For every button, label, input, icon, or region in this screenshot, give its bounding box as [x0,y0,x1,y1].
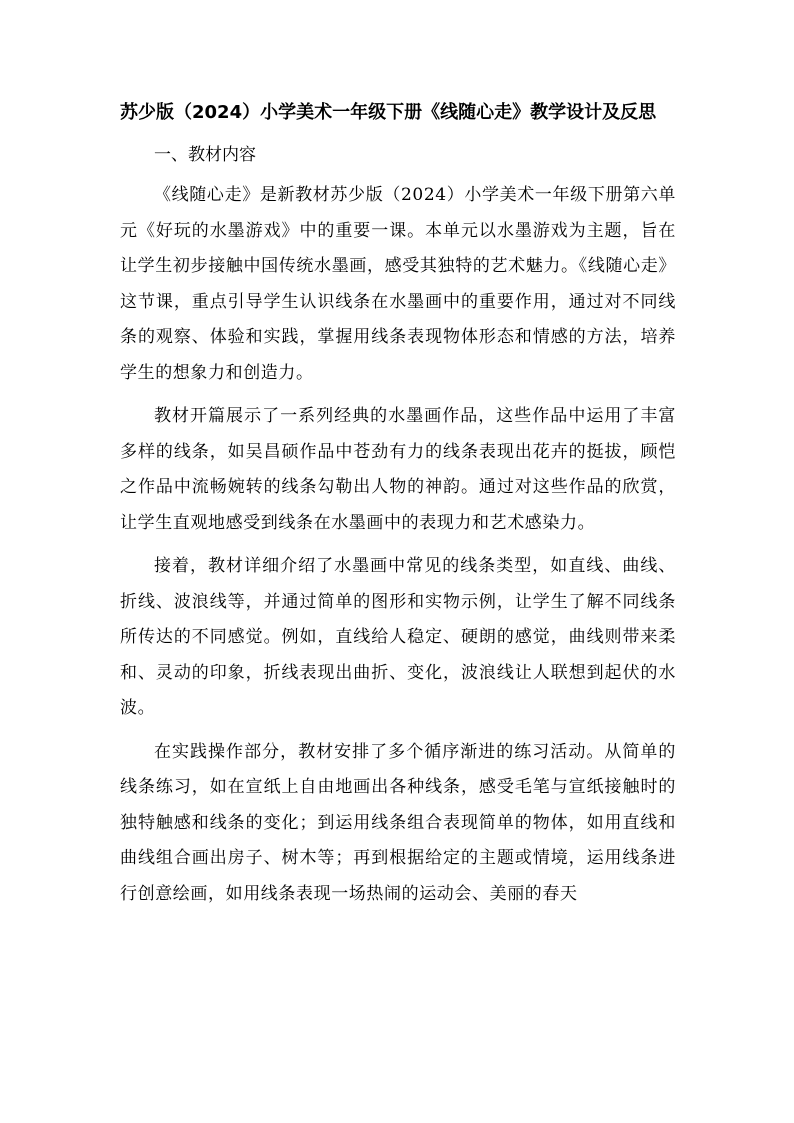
paragraph-2: 教材开篇展示了一系列经典的水墨画作品，这些作品中运用了丰富多样的线条，如吴昌硕作品中苍劲有力的线条表现出花卉的挺拔，顾恺之作品中流畅婉转的线条勾勒出人物的神韵。通过对这些作品的欣赏，让学生直观地感受到线条在水墨画中的表现力和艺术感染力。 [120,406,676,533]
paragraph-3: 接着，教材详细介绍了水墨画中常见的线条类型，如直线、曲线、折线、波浪线等，并通过简单的图形和实物示例，让学生了解不同线条所传达的不同感觉。例如，直线给人稳定、硬朗的感觉，曲线则带来柔和、灵动的印象，折线表现出曲折、变化，波浪线让人联想到起伏的水波。 [120,556,676,718]
paragraph-4: 在实践操作部分，教材安排了多个循序渐进的练习活动。从简单的线条练习，如在宣纸上自由地画出各种线条，感受毛笔与宣纸接触时的独特触感和线条的变化；到运用线条组合表现简单的物体，如用直线和曲线组合画出房子、树木等；再到根据给定的主题或情境，运用线条进行创意绘画，如用线条表现一场热闹的运动会、美丽的春天 [120,741,676,904]
section-heading: 一、教材内容 [154,145,256,165]
paragraph-1: 《线随心走》是新教材苏少版（2024）小学美术一年级下册第六单元《好玩的水墨游戏》中的重要一课。本单元以水墨游戏为主题，旨在让学生初步接触中国传统水墨画，感受其独特的艺术魅力。《线随心走》这节课，重点引导学生认识线条在水墨画中的重要作用，通过对不同线条的观察、体验和实践，掌握用线条表现物体形态和情感的方法，培养学生的想象力和创造力。 [120,185,676,383]
document-body [120,100,676,920]
document-title: 苏少版（2024）小学美术一年级下册《线随心走》教学设计及反思 [120,102,657,123]
